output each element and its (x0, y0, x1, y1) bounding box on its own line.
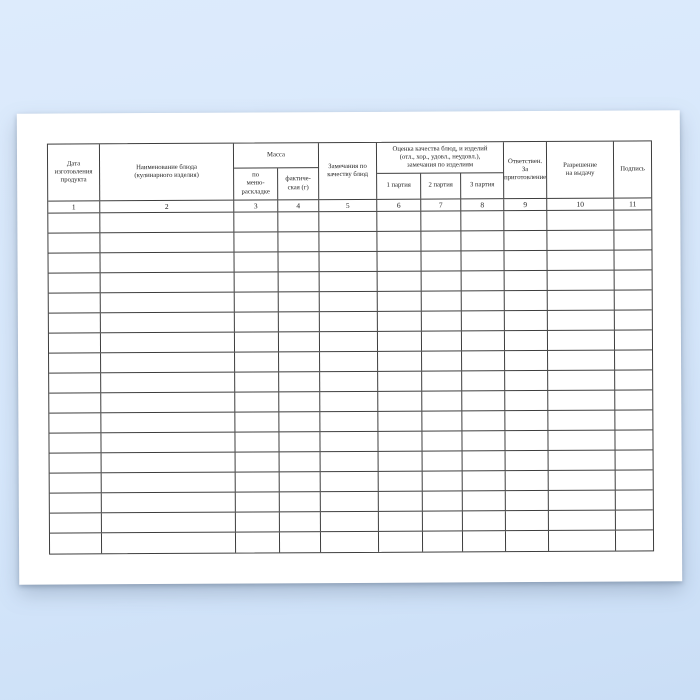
table-cell (615, 330, 652, 349)
table-cell (280, 512, 321, 531)
table-cell (101, 413, 235, 433)
table-cell (234, 212, 278, 231)
table-cell (321, 512, 379, 531)
table-cell (461, 251, 504, 270)
table-cell (378, 332, 422, 351)
table-cell (101, 393, 235, 413)
table-cell (236, 492, 280, 511)
table-cell (378, 292, 422, 311)
table-cell (504, 251, 547, 270)
table-cell (463, 511, 506, 530)
table-cell (463, 491, 506, 510)
table-cell (49, 393, 101, 412)
table-cell (379, 452, 423, 471)
table-cell (320, 252, 378, 271)
table-cell (549, 491, 616, 510)
table-cell (236, 532, 280, 552)
table-cell (279, 432, 320, 451)
table-cell (102, 453, 236, 473)
table-cell (319, 232, 377, 251)
header-mass-group (234, 143, 319, 199)
header-batch-3: 3 партия (469, 181, 495, 189)
table-cell (49, 273, 101, 292)
table-cell (462, 431, 505, 450)
table-cell (422, 431, 462, 450)
table-cell (549, 451, 616, 470)
table-cell (505, 391, 548, 410)
table-cell (378, 312, 422, 331)
table-cell (102, 513, 236, 533)
table-cell (235, 412, 279, 431)
table-cell (616, 490, 653, 509)
table-cell (378, 272, 422, 291)
table-cell (235, 352, 279, 371)
table-cell (504, 231, 547, 250)
table-cell (506, 531, 549, 551)
table-cell (235, 372, 279, 391)
table-cell (48, 233, 100, 252)
header-mass-actual: фактиче- ская (г) (285, 175, 311, 191)
header-quality-label: Оценка качества блюд, и изделий (отл., хор., удовл., неудовл.), замечания по изделиям (377, 142, 503, 174)
table-cell (320, 312, 378, 331)
table-cell (506, 511, 549, 530)
table-cell (615, 410, 652, 429)
table-cell (462, 311, 505, 330)
table-cell (422, 351, 462, 370)
header-responsible: Ответствен. За приготовление (504, 142, 547, 198)
table-cell (379, 532, 423, 552)
table-cell (49, 353, 101, 372)
table-cell (548, 331, 615, 350)
table-cell (101, 313, 235, 333)
table-cell (50, 473, 102, 492)
table-cell (461, 211, 504, 230)
table-cell (462, 271, 505, 290)
table-cell (378, 392, 422, 411)
table-cell (377, 232, 421, 251)
table-cell (48, 213, 100, 232)
table-cell (462, 411, 505, 430)
table-cell (423, 451, 463, 470)
header-remarks: Замечания по качеству блюд (319, 143, 377, 199)
table-cell (505, 331, 548, 350)
table-cell (379, 512, 423, 531)
table-cell (50, 513, 102, 532)
header-batch-1: 1 партия (377, 174, 421, 199)
table-cell (102, 473, 236, 493)
header-quality-subcolumns (377, 173, 503, 199)
table-cell (506, 471, 549, 490)
table-cell (463, 451, 506, 470)
table-cell (279, 412, 320, 431)
table-cell (280, 472, 321, 491)
table-header-row (48, 141, 651, 200)
column-number: 11 (629, 198, 637, 209)
table-cell (547, 211, 614, 230)
table-cell (279, 332, 320, 351)
table-cell (421, 251, 461, 270)
table-cell (616, 450, 653, 469)
table-cell (102, 533, 236, 554)
table-cell (614, 250, 651, 269)
table-cell (423, 511, 463, 530)
table-cell (101, 353, 235, 373)
table-cell (101, 373, 235, 393)
table-cell (548, 391, 615, 410)
table-cell (462, 291, 505, 310)
column-number: 10 (547, 199, 614, 210)
table-cell (549, 531, 616, 551)
column-number: 2 (100, 201, 234, 213)
table-cell (462, 331, 505, 350)
table-cell (423, 471, 463, 490)
table-cell (279, 252, 320, 271)
table-cell (236, 512, 280, 531)
table-cell (549, 471, 616, 490)
table-cell (321, 452, 379, 471)
table-cell (462, 391, 505, 410)
table-cell (616, 470, 653, 489)
table-cell (421, 211, 461, 230)
table-cell (463, 531, 506, 551)
table-cell (377, 212, 421, 231)
table-cell (615, 370, 652, 389)
table-cell (615, 350, 652, 369)
document-page (17, 110, 682, 584)
table-cell (505, 351, 548, 370)
column-number: 5 (319, 200, 377, 211)
table-cell (462, 351, 505, 370)
table-cell (279, 352, 320, 371)
table-cell (505, 411, 548, 430)
table-cell (280, 492, 321, 511)
table-cell (422, 411, 462, 430)
table-cell (320, 352, 378, 371)
table-cell (101, 253, 235, 273)
table-cell (49, 313, 101, 332)
table-cell (616, 510, 653, 529)
table-cell (321, 472, 379, 491)
table-cell (320, 432, 378, 451)
table-cell (548, 351, 615, 370)
table-cell (50, 493, 102, 512)
table-cell (236, 452, 280, 471)
table-cell (547, 231, 614, 250)
column-number: 1 (48, 201, 100, 212)
table-cell (462, 371, 505, 390)
table-body (48, 210, 653, 553)
table-cell (615, 430, 652, 449)
table-cell (422, 331, 462, 350)
table-cell (234, 232, 278, 251)
table-cell (548, 371, 615, 390)
header-mass-subcolumns (234, 168, 318, 199)
table-cell (615, 310, 652, 329)
table-cell (49, 253, 101, 272)
table-row (50, 530, 653, 553)
table-cell (320, 392, 378, 411)
header-mass-by-menu: по меню- раскладке (234, 168, 278, 199)
header-permission: Разрешение на выдачу (547, 142, 614, 198)
header-quality-group (377, 142, 504, 199)
table-cell (102, 493, 236, 513)
table-cell (320, 292, 378, 311)
column-number: 8 (461, 199, 504, 210)
table-cell (505, 371, 548, 390)
table-cell (547, 251, 614, 270)
table-cell (279, 372, 320, 391)
column-number: 4 (278, 200, 319, 211)
table-cell (320, 372, 378, 391)
table-cell (504, 211, 547, 230)
table-cell (235, 272, 279, 291)
table-cell (49, 293, 101, 312)
table-cell (49, 413, 101, 432)
table-cell (421, 231, 461, 250)
table-cell (321, 532, 379, 552)
table-cell (422, 311, 462, 330)
table-cell (235, 332, 279, 351)
table-cell (461, 231, 504, 250)
table-cell (319, 212, 377, 231)
header-dish-name: Наименование блюда (кулинарного изделия) (100, 144, 234, 201)
table-cell (50, 533, 102, 553)
table-cell (100, 213, 234, 233)
table-cell (235, 312, 279, 331)
table-cell (320, 412, 378, 431)
table-cell (548, 311, 615, 330)
table-cell (505, 291, 548, 310)
table-cell (378, 412, 422, 431)
table-cell (505, 311, 548, 330)
column-number: 7 (421, 199, 461, 210)
header-mass-label: Масса (234, 143, 318, 168)
table-cell (235, 252, 279, 271)
table-cell (422, 291, 462, 310)
table-cell (423, 491, 463, 510)
table-cell (279, 292, 320, 311)
table-cell (379, 472, 423, 491)
table-cell (49, 433, 101, 452)
table-cell (614, 210, 651, 229)
table-cell (506, 451, 549, 470)
table-cell (280, 532, 321, 552)
table-cell (423, 531, 463, 551)
table-cell (463, 471, 506, 490)
table-cell (548, 431, 615, 450)
table-cell (548, 411, 615, 430)
table-cell (505, 431, 548, 450)
table-cell (615, 270, 652, 289)
table-cell (422, 391, 462, 410)
table-cell (50, 453, 102, 472)
table-cell (321, 492, 379, 511)
table-cell (422, 371, 462, 390)
column-number: 3 (234, 200, 278, 211)
table-cell (615, 290, 652, 309)
table-cell (548, 291, 615, 310)
table-cell (614, 230, 651, 249)
table-cell (101, 433, 235, 453)
table-cell (378, 432, 422, 451)
table-cell (549, 511, 616, 530)
table-cell (101, 293, 235, 313)
table-cell (100, 233, 234, 253)
table-cell (278, 232, 319, 251)
quality-journal-table (47, 140, 654, 554)
table-cell (235, 392, 279, 411)
table-cell (279, 392, 320, 411)
header-date: Дата изготовления продукта (48, 144, 100, 200)
table-cell (378, 352, 422, 371)
table-cell (278, 212, 319, 231)
table-cell (279, 272, 320, 291)
table-cell (236, 472, 280, 491)
table-cell (548, 271, 615, 290)
table-cell (101, 333, 235, 353)
table-cell (615, 390, 652, 409)
header-signature: Подпись (620, 165, 645, 173)
table-cell (320, 332, 378, 351)
table-cell (235, 432, 279, 451)
table-cell (49, 373, 101, 392)
table-cell (320, 272, 378, 291)
table-cell (377, 252, 421, 271)
table-cell (279, 312, 320, 331)
table-cell (506, 491, 549, 510)
table-cell (378, 372, 422, 391)
table-cell (616, 530, 653, 550)
table-cell (379, 492, 423, 511)
table-cell (422, 271, 462, 290)
column-number: 9 (504, 199, 547, 210)
table-cell (101, 273, 235, 293)
table-cell (280, 452, 321, 471)
table-cell (505, 271, 548, 290)
table-cell (235, 292, 279, 311)
table-cell (49, 333, 101, 352)
column-number: 6 (377, 200, 421, 211)
header-batch-2: 2 партия (421, 173, 461, 198)
